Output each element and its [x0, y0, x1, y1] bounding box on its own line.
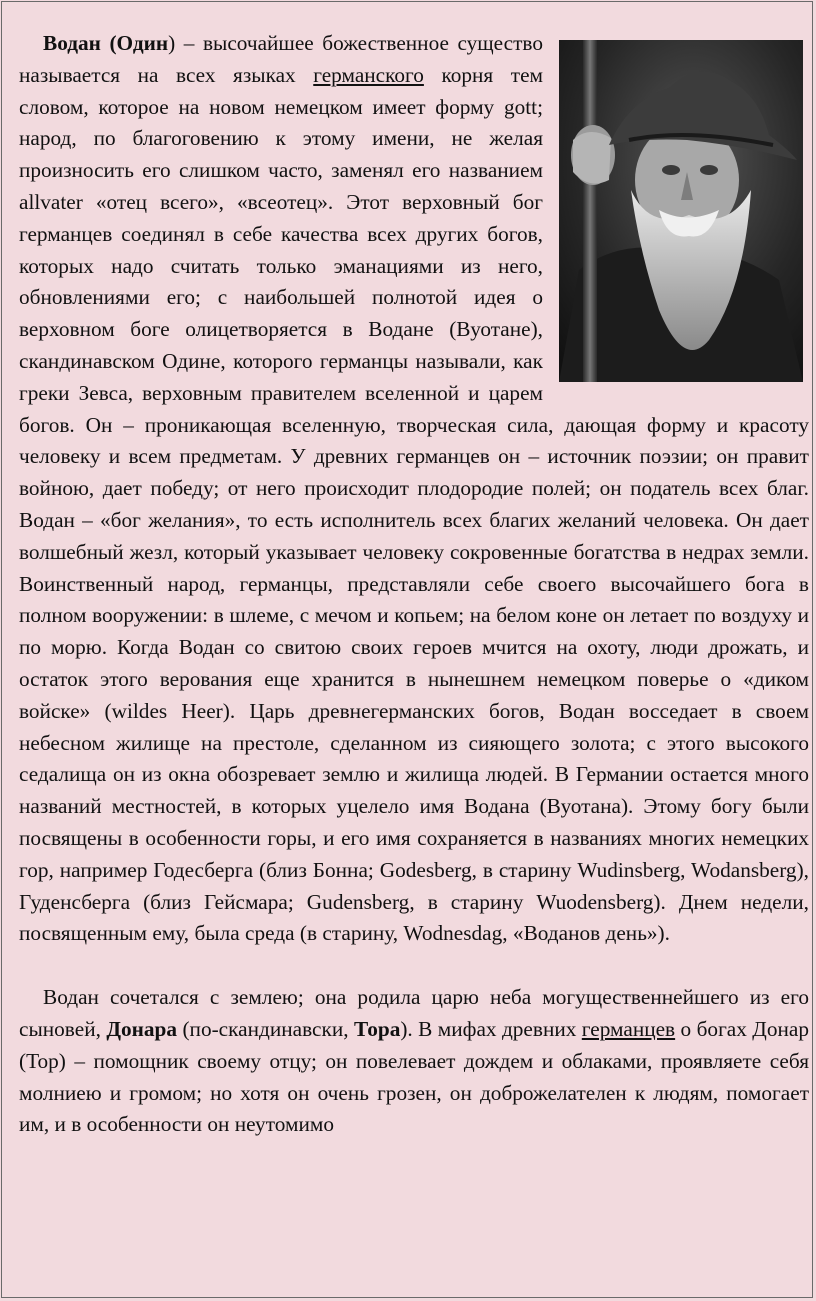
bold-thor: Тора [353, 1016, 401, 1041]
heading-name-bold: Водан (Один [43, 31, 169, 55]
odin-portrait-image [559, 40, 803, 382]
document-body [19, 28, 809, 1141]
bold-donar: Донара [106, 1016, 178, 1041]
text-segment: корня тем словом, которое на новом немецком имеет форму gott; народ, по благоговению к этому имени, не желая произносить его слишком часто, заменял его названием allvater «отец всего», «всеотец». Этот верховный бог германцев соединял в себе качества всех других богов, которых надо считать только эманациями из него, обновлениями его; с наибольшей полнотой идея о верховном боге олицетворяется в Водане (Вуотане), скандинавском Одине, которого германцы называли, как греки Зевса, верховным правителем вселенной и царем богов. Он – проникающая вселенную, творческая сила, дающая форму и красоту человеку и всем предметам. У древних германцев он – источник поэзии; он правит войною, дает победу; от него происходит плодородие полей; он податель всех благ. Водан – «бог желания», то есть исполнитель всех благих желаний человека. Он дает волшебный жезл, который указывает человеку сокровенные богатства в недрах земли. Воинственный народ, германцы, представляли себе своего высочайшего бога в полном вооружении: в шлеме, с мечом и копьем; на белом коне он летает по воздуху и по морю. Когда Водан со свитою своих героев мчится на охоту, люди дрожать, и остаток этого верования еще хранится в нынешнем немецком поверье о «диком войске» (wildes Heer). Царь древнегерманских богов, Водан восседает в своем небесном жилище на престоле, сделанном из сияющего золота; с этого высокого седалища он из окна обозревает землю и жилища людей. В Германии остается много названий местностей, в которых уцелело имя Водана (Вуотана). Этому богу были посвящены в особенности горы, и его имя сохраняется в названиях многих немецких гор, например Годесберга (близ Бонна; Godesberg, в старину Wudinsberg, Wodansberg), Гуденсберга (близ Гейсмара; Gudensberg, в старину Wuodensberg). Днем недели, посвященным ему, была среда (в старину, Wodnesdag, «Воданов день»). [19, 62, 809, 946]
text-segment: о богах Донар (Тор) – помощник своему отцу; он повелевает дождем и облаками, проявляете себя молниею и громом; но хотя он очень грозен, он доброжелателен к людям, помогает им, и в особенности он неутомимо [19, 1016, 809, 1137]
link-germanic[interactable]: германского [313, 62, 424, 87]
paragraph-donar [19, 982, 809, 1141]
text-segment: Водан сочетался с землею; она родила царю неба могущественнейшего из его сыновей, [19, 985, 809, 1041]
text-segment: ). В мифах древних [400, 1016, 582, 1041]
link-germans[interactable]: германцев [581, 1016, 676, 1041]
text-segment: (по-скандинавски, [177, 1016, 354, 1041]
text-segment: ) – высочайшее божественное существо называется на всех языках [19, 31, 543, 87]
